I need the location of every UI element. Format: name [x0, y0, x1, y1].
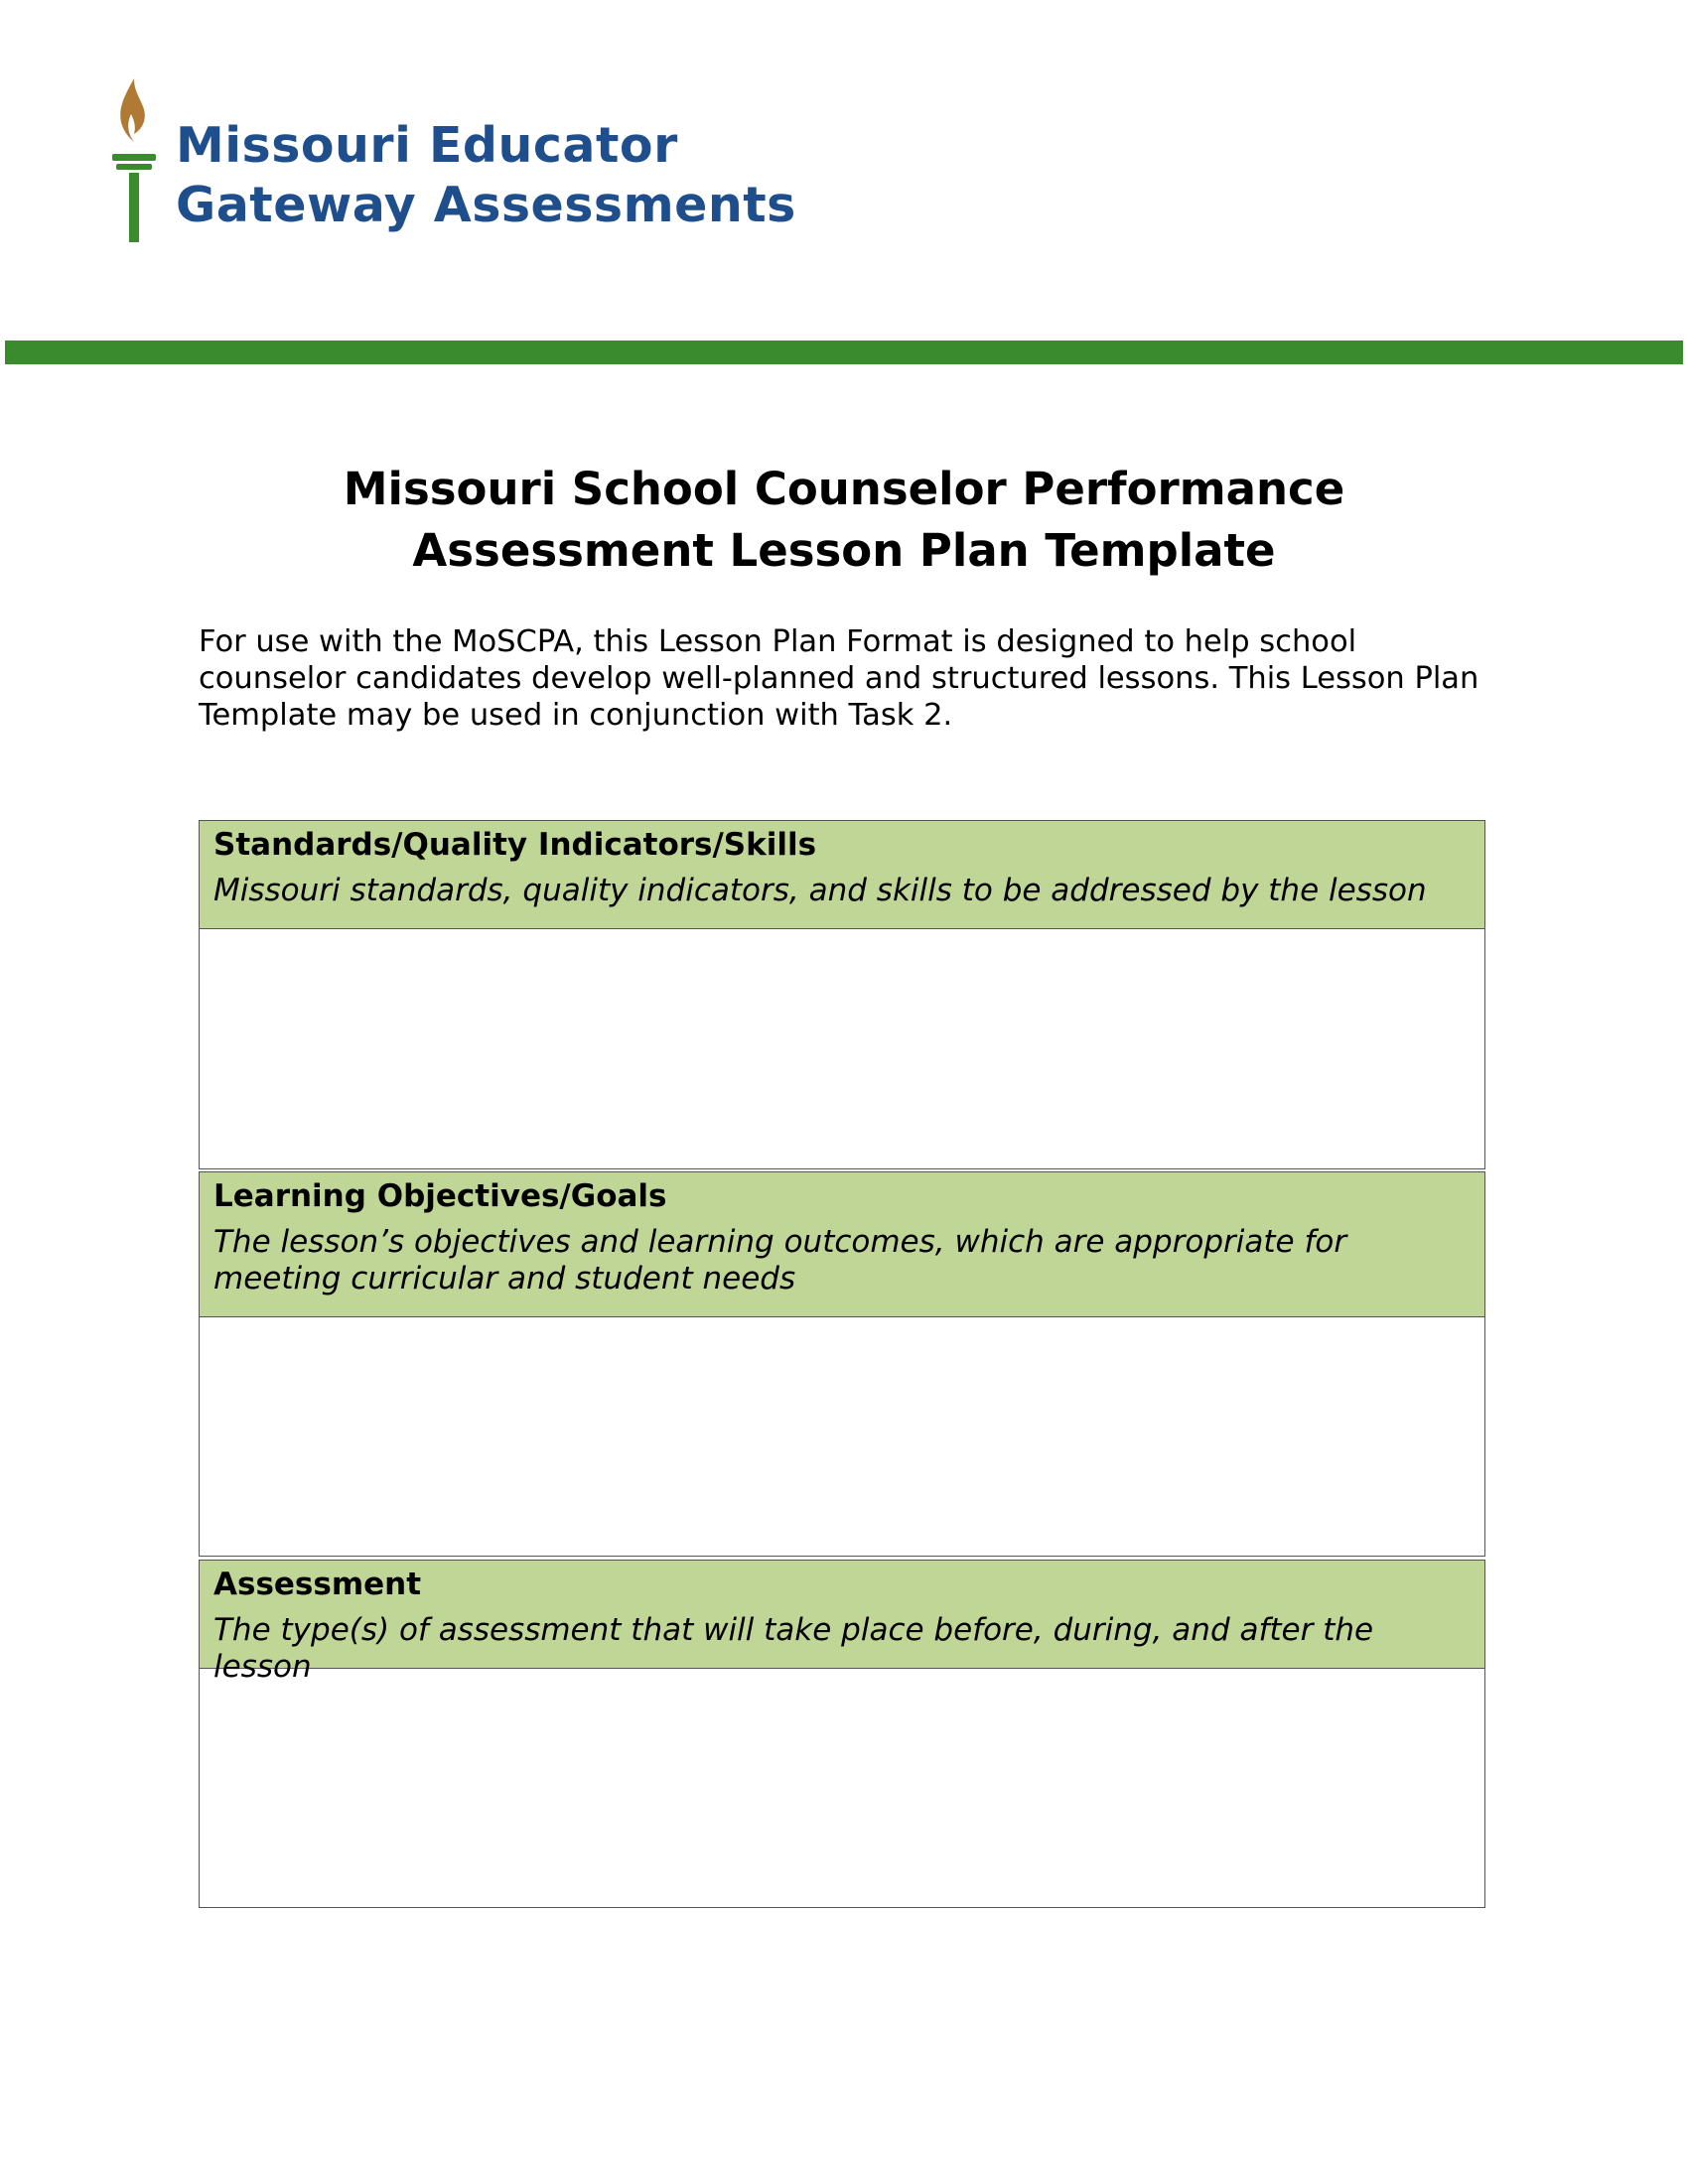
page-title-line-1: Missouri School Counselor Performance — [343, 463, 1345, 515]
section-title: Assessment — [213, 1567, 422, 1602]
section-assessment — [199, 1560, 1485, 1908]
page-title — [199, 459, 1489, 582]
section-header — [200, 1561, 1484, 1685]
intro-paragraph: For use with the MoSCPA, this Lesson Plan Format is designed to help school counselor candidates develop well-planned and structured lessons. This Lesson Plan Template may be used in conjunction with Task 2. — [199, 624, 1479, 733]
section-description: The lesson’s objectives and learning outcomes, which are appropriate for meeting curricular and student needs — [213, 1224, 1347, 1297]
page-title-line-2: Assessment Lesson Plan Template — [412, 524, 1276, 577]
standards-response-area[interactable] — [200, 929, 1484, 1168]
section-description: Missouri standards, quality indicators, and skills to be addressed by the lesson — [213, 873, 1427, 908]
logo-line-2: Gateway Assessments — [176, 177, 796, 233]
section-title: Learning Objectives/Goals — [213, 1178, 667, 1214]
header-divider-bar — [5, 341, 1683, 364]
section-description: The type(s) of assessment that will take place before, during, and after the lesson — [213, 1612, 1374, 1685]
section-title: Standards/Quality Indicators/Skills — [213, 827, 817, 863]
logo-line-1: Missouri Educator — [176, 117, 678, 174]
objectives-response-area[interactable] — [200, 1317, 1484, 1556]
section-learning-objectives — [199, 1171, 1485, 1557]
torch-icon — [104, 74, 164, 248]
section-header — [200, 821, 1484, 929]
assessment-response-area[interactable] — [200, 1669, 1484, 1907]
logo-wordmark — [176, 116, 796, 235]
section-standards — [199, 820, 1485, 1169]
logo — [104, 74, 799, 248]
section-header — [200, 1172, 1484, 1317]
